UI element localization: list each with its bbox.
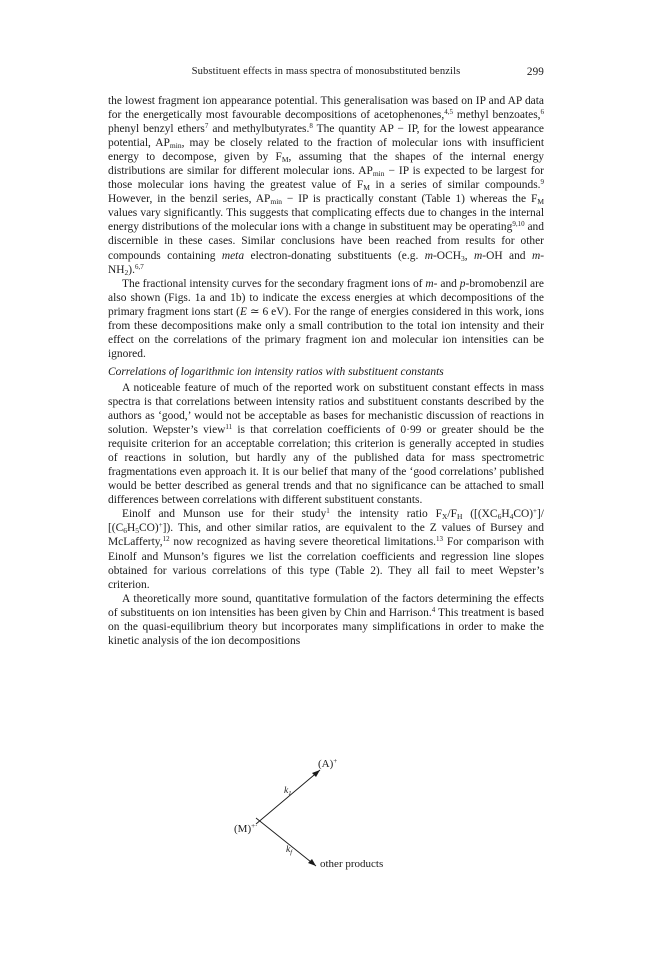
paragraph-4: Einolf and Munson use for their study$^1$ the intensity ratio $F_X/F_H$ ($[(XC_6H_4CO)^+]/$ $[(C_6H_5CO)^+]$). This, and other similar ratios, are equivalent to the Z values of Bursey and McLafferty,$^{12}$ now recognized as having severe theoretical limitations.$^{13}$ For comparison with Einolf and Munson’s figures we list the correlation coefficients and regression line slopes obtained for various correlations of this type (Table 2). They all fail to meet Wepster’s criterion.: [108, 507, 545, 591]
molecular-ion-label: (M)+·: [234, 822, 258, 835]
running-title: Substituent effects in mass spectra of monosubstituted benzils: [191, 66, 461, 77]
page-number: 299: [526, 66, 544, 78]
reaction-scheme: [234, 757, 450, 882]
paragraph-5: A theoretically more sound, quantitative formulation of the factors determining the effects of substituents on ion intensities has been given by Chin and Harrison.$^4$ This treatment is based on the quasi-equilibrium theory but incorporates many simplifications in order to make the kinetic analysis of the ion decompositions: [108, 592, 544, 647]
paragraph-1: the lowest fragment ion appearance potential. This generalisation was based on IP and AP data for the energetically most favourable decompositions of acetophenones,$^{4,5}$ methyl benzoates,$^6$ phenyl benzyl ethers$^7$ and methylbutyrates.$^8$ The quantity AP − IP, for the lowest appearance potential, $AP_{min}$, may be closely related to the fraction of molecular ions with insufficient energy to decompose, given by $F_M$, assuming that the shapes of the internal energy distributions are similar for different molecular ions. $AP_{min}$ − IP is expected to be largest for those molecular ions having the greatest value of $F_M$ in a series of similar compounds.$^9$ However, in the benzil series, $AP_{min}$ − IP is practically constant (Table 1) whereas the $F_M$ values vary significantly. This suggests that complicating effects due to changes in the internal energy distributions of the molecular ions with a change in substituent may be operating$^{9,10}$ and discernible in these cases. Similar conclusions have been reached from results for other compounds containing meta electron-donating substituents (e.g. $m-OCH_3$, m-OH and $m-NH_2).^{6,7}$: [108, 95, 545, 277]
arrow-to-product-a: [256, 770, 320, 824]
other-products-label: other products: [320, 858, 384, 870]
paragraph-2: The fractional intensity curves for the secondary fragment ions of m- and p-bromobenzil are also shown (Figs. 1a and 1b) to indicate the excess energies at which decompositions of the primary fragment ions start (E ≃ 6 eV). For the range of energies considered in this work, ions from these decompositions make only a small contribution to the total ion intensity and their effect on the correlations of the primary fragment ion and molecular ion intensities can be ignored.: [108, 277, 544, 360]
rate-constant-k1: $k_1$: [284, 786, 292, 797]
paragraph-3: A noticeable feature of much of the reported work on substituent constant effects in mass spectra is that correlations between intensity ratios and substituent constants described by the authors as ‘good,’ would not be acceptable as bases for mechanistic discussion of reactions in solution. Wepster’s view$^{11}$ is that correlation coefficients of 0·99 or greater should be the requisite criterion for an acceptable correlation; this criterion is generally accepted in studies of reactions in solution, but hardly any of the published data for mass spectrometric fragmentations even approach it. It is our belief that many of the ‘good correlations’ published would be better described as general trends and that no significance can be attached to small differences between correlations with different substituent constants.: [108, 381, 544, 507]
rate-constant-kf: $k_f$: [286, 845, 293, 856]
body-text: [108, 94, 544, 648]
section-subheading: Correlations of logarithmic ion intensity ratios with substituent constants: [108, 365, 444, 378]
arrow-to-other-products: [256, 818, 316, 866]
product-a-label: (A)+: [318, 757, 338, 770]
running-head: [108, 66, 544, 84]
